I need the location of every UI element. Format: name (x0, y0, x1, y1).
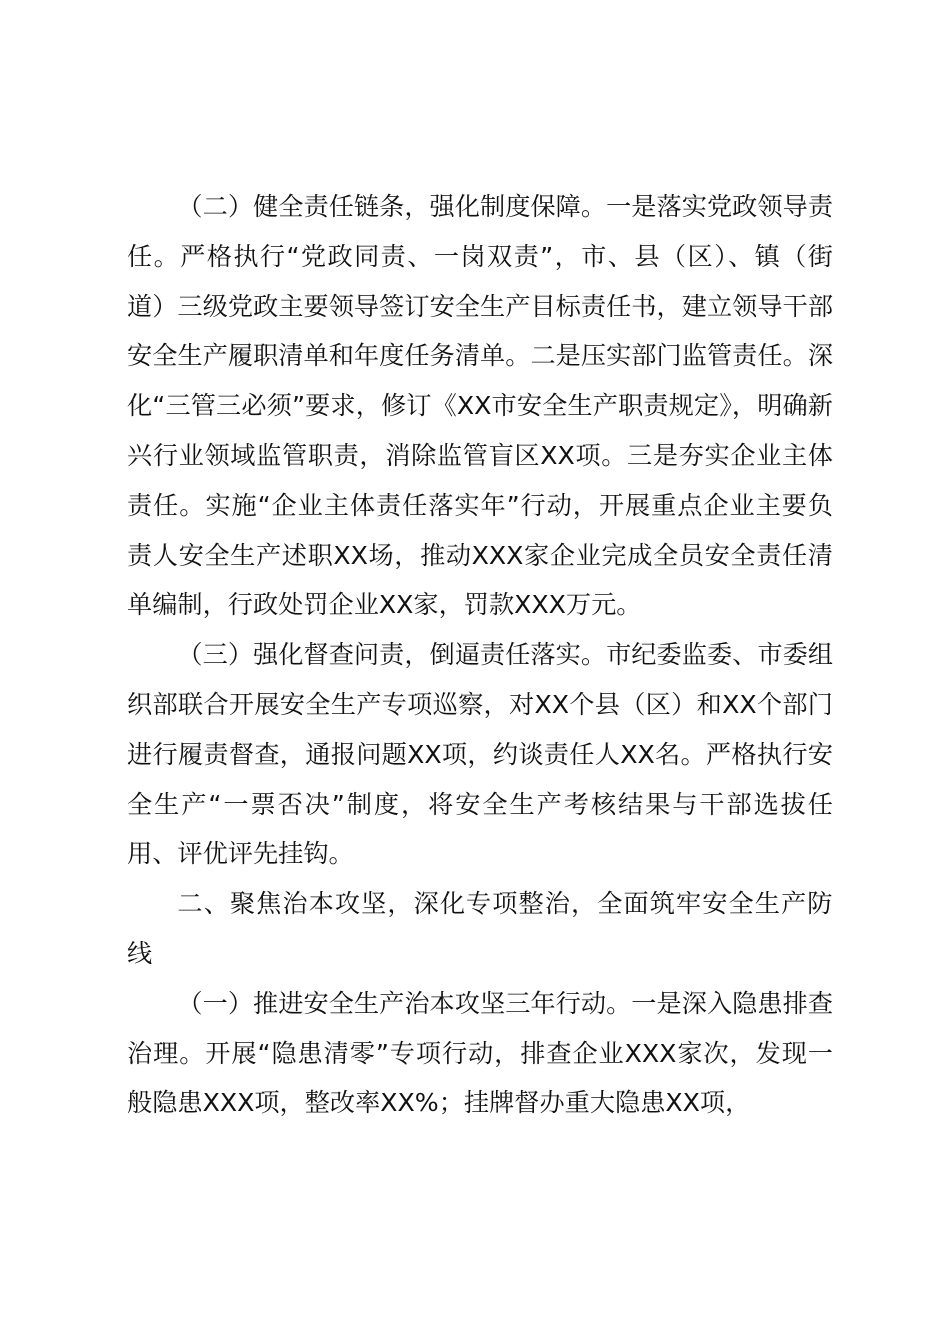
paragraph-three-year-action: （一）推进安全生产治本攻坚三年行动。一是深入隐患排查治理。开展“隐患清零”专项行动，排查企业XXX家次，发现一般隐患XXX项，整改率XX%；挂牌督办重大隐患XX项， (127, 988, 833, 1118)
section-heading: 二、聚焦治本攻坚，深化专项整治，全面筑牢安全生产防线 (127, 889, 833, 968)
paragraph-responsibility-chain: （二）健全责任链条，强化制度保障。一是落实党政领导责任。严格执行“党政同责、一岗双责”，市、县（区）、镇（街道）三级党政主要领导签订安全生产目标责任书，建立领导干部安全生产履职清单和年度任务清单。二是压实部门监管责任。深化“三管三必须”要求，修订《XX市安全生产职责规定》，明确新兴行业领域监管职责，消除监管盲区XX项。三是夯实企业主体责任。实施“企业主体责任落实年”行动，开展重点企业主要负责人安全生产述职XX场，推动XXX家企业完成全员安全责任清单编制，行政处罚企业XX家，罚款XXX万元。 (127, 192, 833, 620)
document-body (127, 182, 833, 1128)
paragraph-supervision-accountability: （三）强化督查问责，倒逼责任落实。市纪委监委、市委组织部联合开展安全生产专项巡察，对XX个县（区）和XX个部门进行履责督查，通报问题XX项，约谈责任人XX名。严格执行安全生产“一票否决”制度，将安全生产考核结果与干部选拔任用、评优评先挂钩。 (127, 640, 833, 869)
